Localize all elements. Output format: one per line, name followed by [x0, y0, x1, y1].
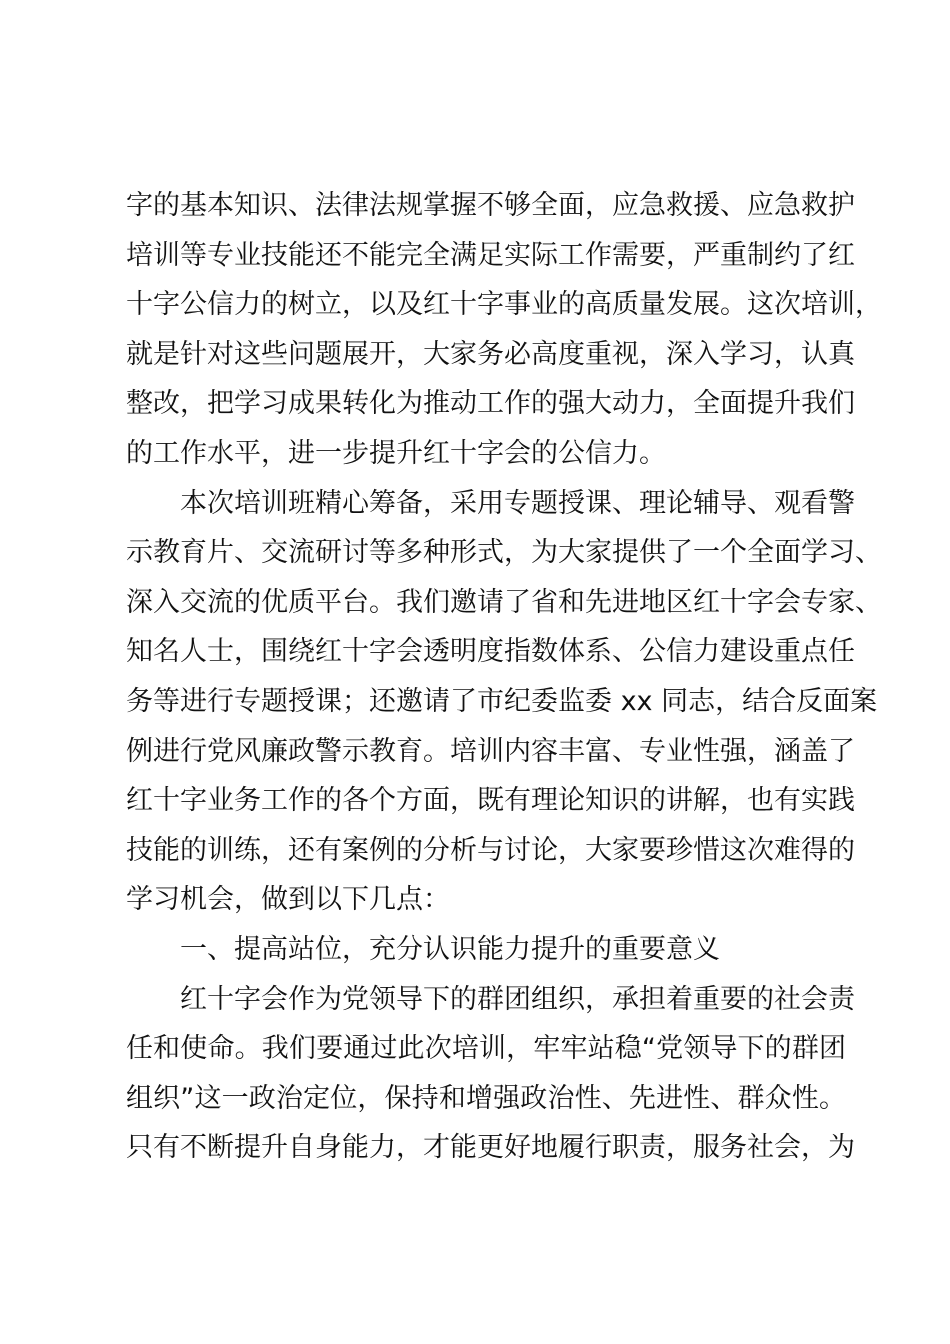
- body-line: 知名人士，围绕红十字会透明度指数体系、公信力建设重点任: [126, 636, 855, 668]
- body-line: 红十字业务工作的各个方面，既有理论知识的讲解，也有实践: [126, 785, 855, 817]
- body-line: 字的基本知识、法律法规掌握不够全面，应急救援、应急救护: [126, 190, 855, 221]
- paragraph-first-line: 红十字会作为党领导下的群团组织，承担着重要的社会责: [180, 983, 855, 1015]
- body-line: 任和使命。我们要通过此次培训，牢牢站稳“党领导下的群团: [126, 1033, 846, 1065]
- document-body: [126, 181, 882, 1173]
- body-line: 学习机会，做到以下几点：: [126, 884, 450, 916]
- body-line: 整改，把学习成果转化为推动工作的强大动力，全面提升我们: [126, 388, 855, 420]
- body-line: 组织”这一政治定位，保持和增强政治性、先进性、群众性。: [126, 1082, 846, 1114]
- body-line: 培训等专业技能还不能完全满足实际工作需要，严重制约了红: [126, 239, 855, 271]
- body-line: 深入交流的优质平台。我们邀请了省和先进地区红十字会专家、: [126, 586, 882, 618]
- body-line: 例进行党风廉政警示教育。培训内容丰富、专业性强，涵盖了: [126, 735, 855, 767]
- body-line: 只有不断提升自身能力，才能更好地履行职责，服务社会，为: [126, 1132, 855, 1164]
- body-line: 十字公信力的树立，以及红十字事业的高质量发展。这次培训，: [126, 289, 882, 321]
- body-line: 的工作水平，进一步提升红十字会的公信力。: [126, 437, 666, 469]
- body-line: 技能的训练，还有案例的分析与讨论，大家要珍惜这次难得的: [126, 834, 855, 866]
- body-line: 就是针对这些问题展开，大家务必高度重视，深入学习，认真: [126, 338, 855, 370]
- section-heading: 一、提高站位，充分认识能力提升的重要意义: [180, 933, 720, 965]
- body-line: 务等进行专题授课；还邀请了市纪委监委 xx 同志，结合反面案: [126, 685, 878, 717]
- body-line: 示教育片、交流研讨等多种形式，为大家提供了一个全面学习、: [126, 537, 882, 569]
- paragraph-first-line: 本次培训班精心筹备，采用专题授课、理论辅导、观看警: [180, 487, 855, 519]
